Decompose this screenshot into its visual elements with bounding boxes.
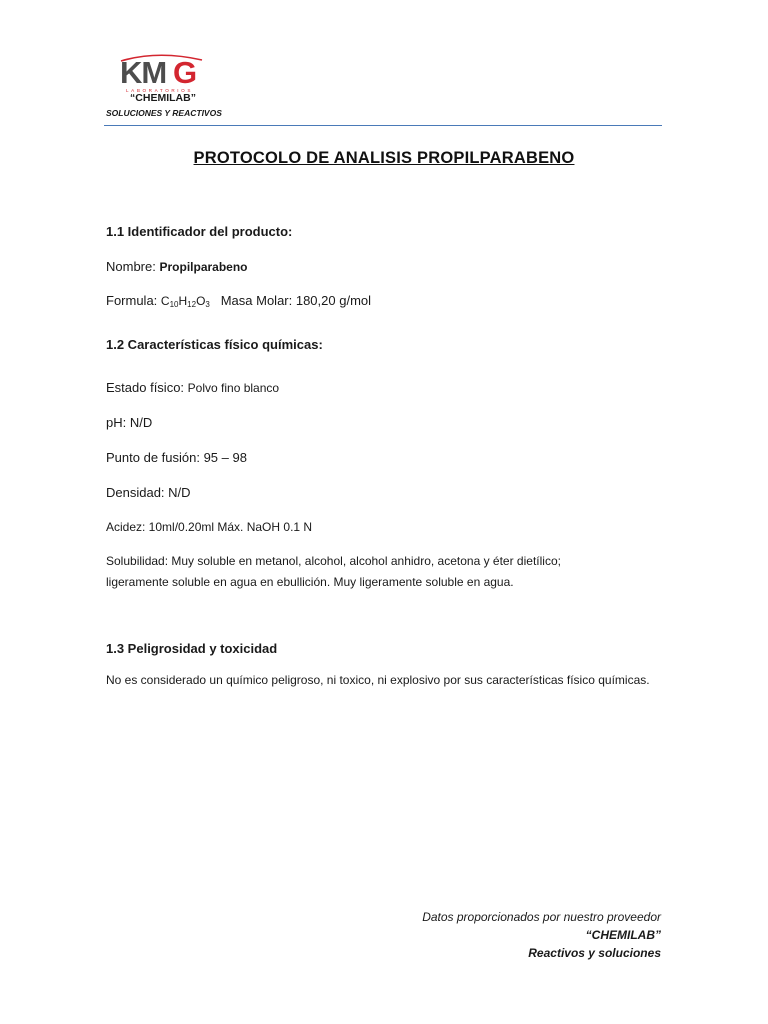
- nombre-value: Propilparabeno: [159, 260, 248, 274]
- molar-mass: Masa Molar: 180,20 g/mol: [220, 293, 372, 308]
- footer-block: [422, 908, 661, 962]
- density-line: Densidad: N/D: [106, 485, 191, 500]
- section-heading-identificador: 1.1 Identificador del producto:: [106, 224, 293, 239]
- company-tagline: SOLUCIONES Y REACTIVOS: [106, 108, 222, 118]
- estado-label: Estado físico:: [106, 380, 185, 395]
- solubility-line-2: ligeramente soluble en agua en ebullición. Muy ligeramente soluble en agua.: [106, 575, 514, 589]
- company-name: “CHEMILAB”: [130, 92, 196, 104]
- section-heading-caracteristicas: 1.2 Características físico químicas:: [106, 337, 323, 352]
- solubility-line-1: Solubilidad: Muy soluble en metanol, alcohol, alcohol anhidro, acetona y éter dietílico;: [106, 554, 561, 568]
- nombre-line: [106, 259, 248, 274]
- svg-text:LABORATORIOS: LABORATORIOS: [126, 88, 194, 93]
- hazard-paragraph: No es considerado un químico peligroso, ni toxico, ni explosivo por sus características físico químicas.: [106, 673, 650, 687]
- section-heading-peligrosidad: 1.3 Peligrosidad y toxicidad: [106, 641, 278, 656]
- footer-line-2: “CHEMILAB”: [585, 928, 661, 942]
- svg-text:KM: KM: [120, 55, 167, 90]
- melting-point-line: Punto de fusión: 95 – 98: [106, 450, 247, 465]
- footer-line-3: Reactivos y soluciones: [528, 946, 661, 960]
- document-title: PROTOCOLO DE ANALISIS PROPILPARABENO: [193, 149, 575, 167]
- ph-line: pH: N/D: [106, 415, 153, 430]
- formula-line: [106, 293, 371, 308]
- estado-line: [106, 380, 279, 395]
- svg-text:G: G: [173, 55, 198, 90]
- header-divider: [104, 125, 662, 126]
- footer-line-1: Datos proporcionados por nuestro proveedor: [422, 910, 661, 924]
- nombre-label: Nombre:: [106, 259, 156, 274]
- chemical-formula: $C_{10}H_{12}O_3$: [160, 294, 210, 309]
- formula-label: Formula:: [106, 293, 158, 308]
- acidity-line: Acidez: 10ml/0.20ml Máx. NaOH 0.1 N: [106, 520, 313, 534]
- estado-value: Polvo fino blanco: [187, 381, 280, 395]
